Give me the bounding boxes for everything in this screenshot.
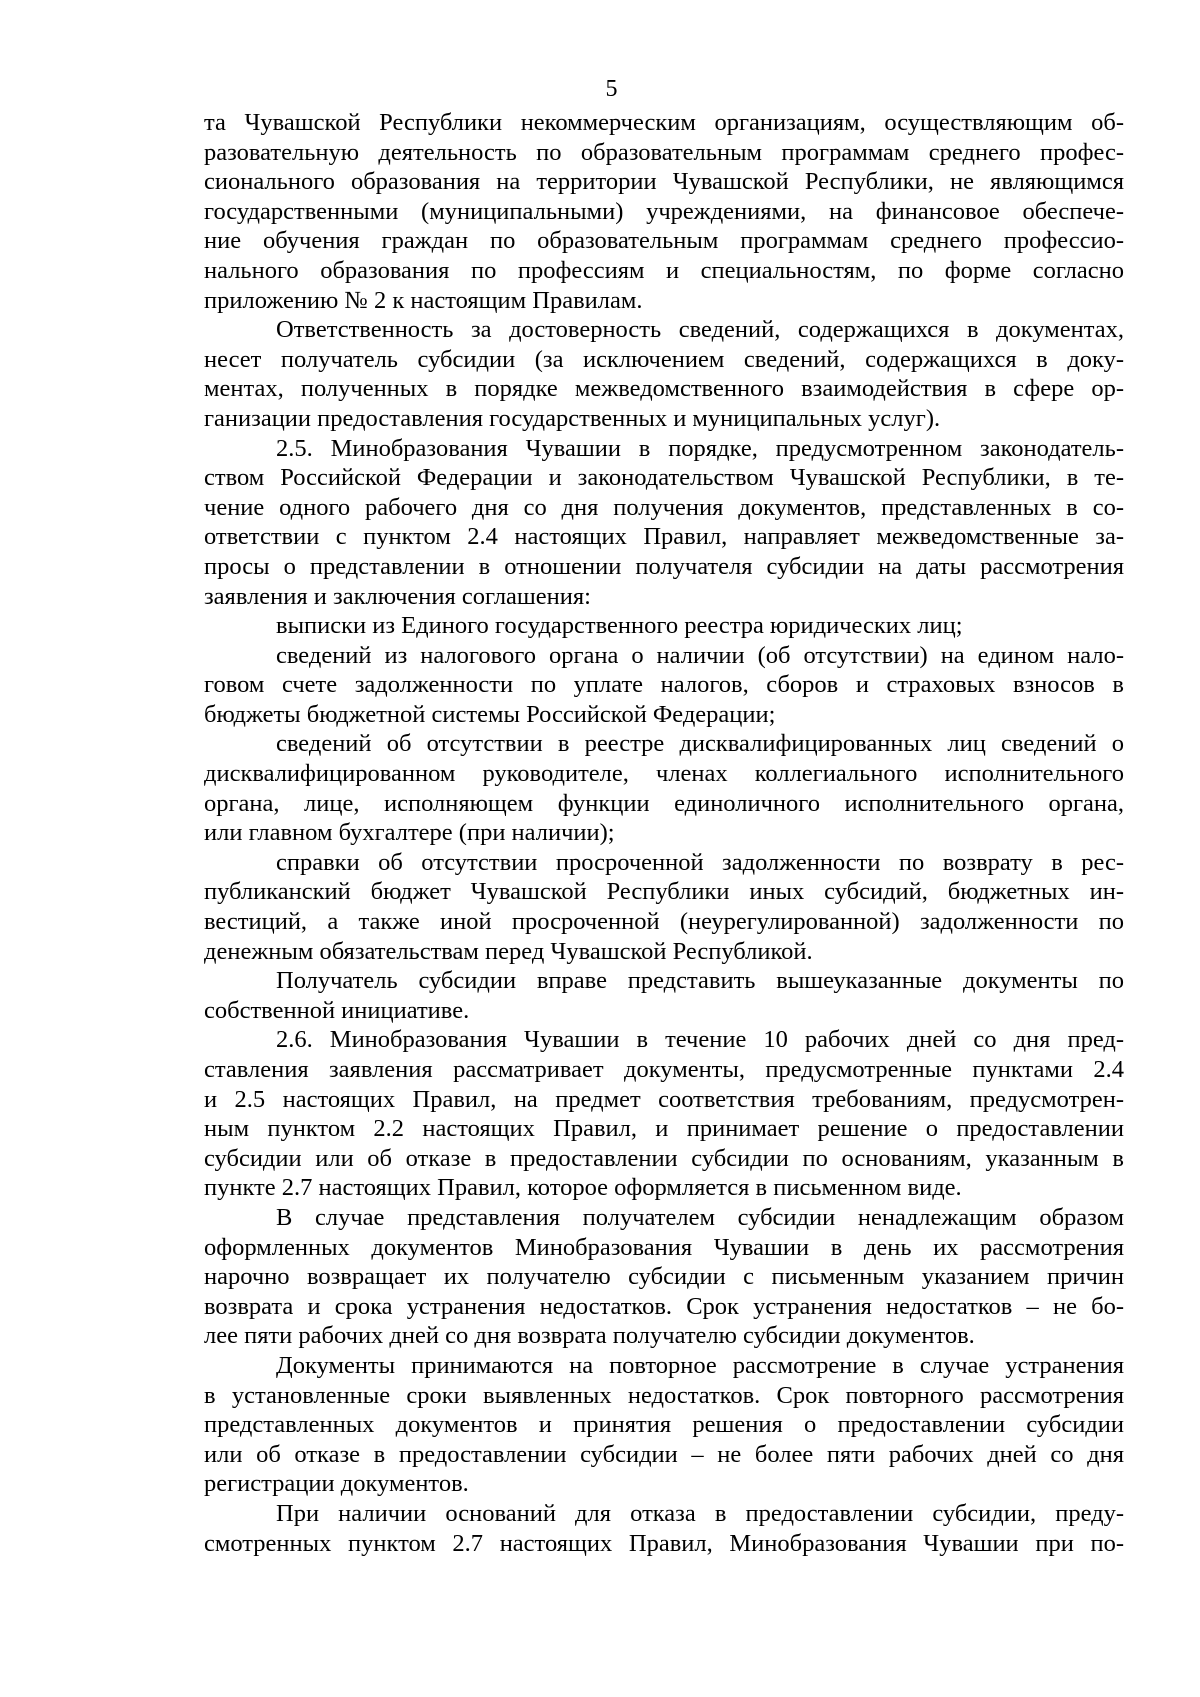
paragraph (204, 729, 1124, 847)
paragraph (204, 641, 1124, 730)
text-line: говом счете задолженности по уплате налогов, сборов и страховых взносов в (204, 671, 1124, 699)
text-line: регистрации документов. (204, 1470, 469, 1498)
paragraph (204, 315, 1124, 433)
text-line: 2.6. Минобразования Чувашии в течение 10 рабочих дней со дня пред- (276, 1026, 1124, 1054)
text-line: 2.5. Минобразования Чувашии в порядке, предусмотренном законодатель- (276, 434, 1124, 462)
text-line: ным пунктом 2.2 настоящих Правил, и принимает решение о предоставлении (204, 1115, 1124, 1143)
text-line: нарочно возвращает их получателю субсидии с письменным указанием причин (204, 1263, 1124, 1291)
text-line: ством Российской Федерации и законодательством Чувашской Республики, в те- (204, 464, 1124, 492)
text-line: нального образования по профессиям и специальностям, по форме согласно (204, 256, 1124, 284)
paragraph (204, 966, 1124, 1025)
text-line: бюджеты бюджетной системы Российской Федерации; (204, 700, 776, 728)
text-line: справки об отсутствии просроченной задолженности по возврату в рес- (276, 848, 1124, 876)
paragraph (204, 434, 1124, 612)
text-line: заявления и заключения соглашения: (204, 582, 591, 610)
text-line: просы о представлении в отношении получателя субсидии на даты рассмотрения (204, 552, 1124, 580)
text-line: та Чувашской Республики некоммерческим организациям, осуществляющим об- (204, 109, 1124, 136)
text-line: Получатель субсидии вправе представить вышеуказанные документы по (276, 967, 1124, 995)
text-line: приложению № 2 к настоящим Правилам. (204, 286, 643, 314)
text-line: сионального образования на территории Чувашской Республики, не являющимся (204, 168, 1124, 196)
paragraph (204, 1025, 1124, 1203)
text-line: пункте 2.7 настоящих Правил, которое оформляется в письменном виде. (204, 1174, 962, 1202)
paragraph (204, 611, 1124, 641)
text-line: собственной инициативе. (204, 996, 470, 1024)
text-line: вестиций, а также иной просроченной (неурегулированной) задолженности по (204, 908, 1124, 936)
document-body (204, 108, 1124, 1558)
text-line: субсидии или об отказе в предоставлении субсидии по основаниям, указанным в (204, 1144, 1124, 1172)
text-line: публиканский бюджет Чувашской Республики иных субсидий, бюджетных ин- (204, 878, 1124, 906)
text-line: представленных документов и принятия решения о предоставлении субсидии (204, 1411, 1124, 1439)
text-line: смотренных пунктом 2.7 настоящих Правил, Минобразования Чувашии при по- (204, 1529, 1124, 1557)
text-line: несет получатель субсидии (за исключением сведений, содержащихся в доку- (204, 345, 1124, 373)
paragraph (204, 108, 1124, 315)
text-line: чение одного рабочего дня со дня получения документов, представленных в со- (204, 493, 1124, 521)
text-line: или главном бухгалтере (при наличии); (204, 819, 615, 847)
text-line: лее пяти рабочих дней со дня возврата получателю субсидии документов. (204, 1322, 975, 1350)
text-line: государственными (муниципальными) учреждениями, на финансовое обеспече- (204, 197, 1124, 225)
text-line: или об отказе в предоставлении субсидии – не более пяти рабочих дней со дня (204, 1440, 1124, 1468)
text-line: ответствии с пунктом 2.4 настоящих Правил, направляет межведомственные за- (204, 523, 1124, 551)
text-line: и 2.5 настоящих Правил, на предмет соответствия требованиям, предусмотрен- (204, 1085, 1124, 1113)
text-line: денежным обязательствам перед Чувашской Республикой. (204, 937, 813, 965)
text-line: В случае представления получателем субсидии ненадлежащим образом (276, 1203, 1124, 1231)
text-line: возврата и срока устранения недостатков. Срок устранения недостатков – не бо- (204, 1292, 1124, 1320)
text-line: ганизации предоставления государственных и муниципальных услуг). (204, 404, 941, 432)
text-line: органа, лице, исполняющем функции единоличного исполнительного органа, (204, 789, 1124, 817)
text-line: в установленные сроки выявленных недостатков. Срок повторного рассмотрения (204, 1381, 1124, 1409)
text-line: Документы принимаются на повторное рассмотрение в случае устранения (276, 1351, 1124, 1379)
text-line: оформленных документов Минобразования Чувашии в день их рассмотрения (204, 1233, 1124, 1261)
paragraph (204, 848, 1124, 966)
page-number: 5 (605, 76, 618, 102)
paragraph (204, 1203, 1124, 1351)
text-line: сведений из налогового органа о наличии (об отсутствии) на едином нало- (276, 641, 1124, 669)
text-line: разовательную деятельность по образовательным программам среднего профес- (204, 138, 1124, 166)
text-line: ментах, полученных в порядке межведомственного взаимодействия в сфере ор- (204, 375, 1124, 403)
text-line: ставления заявления рассматривает документы, предусмотренные пунктами 2.4 (204, 1056, 1124, 1083)
paragraph (204, 1499, 1124, 1558)
text-line: сведений об отсутствии в реестре дисквалифицированных лиц сведений о (276, 730, 1124, 758)
text-line: При наличии оснований для отказа в предоставлении субсидии, преду- (276, 1499, 1124, 1527)
text-line: выписки из Единого государственного реестра юридических лиц; (276, 612, 963, 640)
text-line: ние обучения граждан по образовательным программам среднего профессио- (204, 227, 1124, 255)
text-line: Ответственность за достоверность сведений, содержащихся в документах, (276, 316, 1124, 344)
text-line: дисквалифицированном руководителе, членах коллегиального исполнительного (204, 760, 1124, 788)
paragraph (204, 1351, 1124, 1499)
